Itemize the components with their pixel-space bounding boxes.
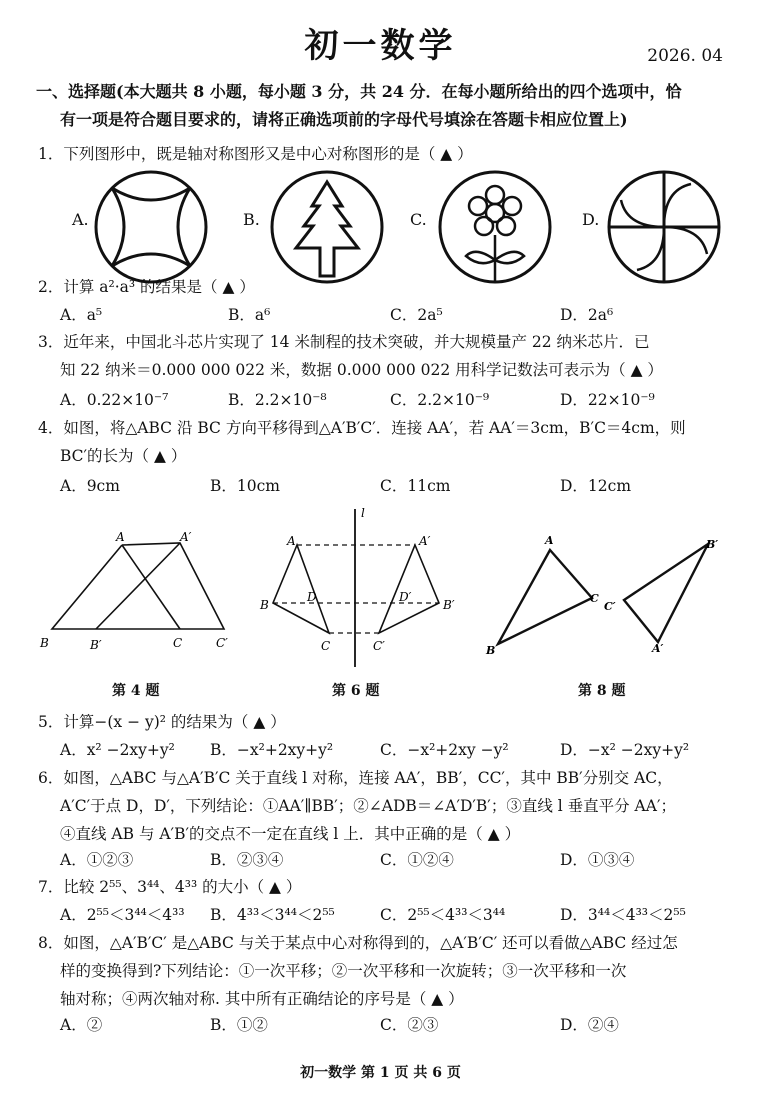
q6-option-a: A．①②③ xyxy=(60,851,134,869)
question-6 xyxy=(38,764,718,848)
fig8-label-a: A xyxy=(545,534,554,547)
fig8-label-a-prime: A′ xyxy=(652,642,664,655)
fig8-label-c-prime: C′ xyxy=(604,600,616,613)
fig4-label-b: B xyxy=(40,636,49,650)
question-7 xyxy=(38,873,718,901)
question-2-stem: 2．计算 a²·a³ 的结果是（ ▲ ） xyxy=(38,278,255,296)
q1-option-d-label: D. xyxy=(582,210,600,229)
fig6-label-a-prime: A′ xyxy=(419,534,431,548)
figure-8-caption: 第 8 题 xyxy=(578,683,626,699)
q7-option-d: D．3⁴⁴＜4³³＜2⁵⁵ xyxy=(560,906,686,924)
q7-option-c: C．2⁵⁵＜4³³＜3⁴⁴ xyxy=(380,906,506,924)
q7-option-b: B．4³³＜3⁴⁴＜2⁵⁵ xyxy=(210,906,335,924)
figure-6-caption: 第 6 题 xyxy=(332,683,380,699)
question-1-stem: 1．下列图形中，既是轴对称图形又是中心对称图形的是（ ▲ ） xyxy=(38,145,473,163)
q1-figure-b xyxy=(268,168,386,286)
fig6-label-a: A xyxy=(287,534,296,548)
q6-option-d: D．①③④ xyxy=(560,851,635,869)
fig8-label-c: C xyxy=(590,592,599,605)
q6-option-c: C．①②④ xyxy=(380,851,454,869)
question-6-stem-line2: A′C′于点 D，D′，下列结论：①AA′∥BB′；②∠ADB＝∠A′D′B′；③直线 l 垂直平分 AA′； xyxy=(60,797,676,815)
question-1 xyxy=(38,140,718,168)
question-5-stem: 5．计算−(x − y)² 的结果为（ ▲ ） xyxy=(38,713,286,731)
question-6-stem-line3: ④直线 AB 与 A′B′的交点不一定在直线 l 上．其中正确的是（ ▲ ） xyxy=(60,825,521,843)
page-footer: 初一数学 第 1 页 共 6 页 xyxy=(300,1065,461,1081)
q1-option-a-label: A. xyxy=(72,210,89,229)
q4-option-d: D．12cm xyxy=(560,477,632,495)
q3-option-d: D．22×10⁻⁹ xyxy=(560,391,655,409)
question-8-stem-line1: 8．如图，△A′B′C′ 是△ABC 与关于某点中心对称得到的，△A′B′C′ 还可以看做△ABC 经过怎 xyxy=(38,934,678,952)
fig4-label-b-prime: B′ xyxy=(90,638,102,652)
fig6-label-d-prime: D′ xyxy=(399,590,412,604)
question-5-options xyxy=(60,738,720,764)
figure-8 xyxy=(480,530,725,660)
q2-option-b: B．a⁶ xyxy=(228,306,271,324)
q1-option-b-label: B. xyxy=(243,210,260,229)
q5-option-c: C．−x²+2xy −y² xyxy=(380,741,509,759)
fig4-label-a: A xyxy=(116,530,125,544)
q1-figure-d xyxy=(605,168,723,286)
q7-option-a: A．2⁵⁵＜3⁴⁴＜4³³ xyxy=(60,906,185,924)
q3-option-c: C．2.2×10⁻⁹ xyxy=(390,391,490,409)
question-7-stem: 7．比较 2⁵⁵、3⁴⁴、4³³ 的大小（ ▲ ） xyxy=(38,878,302,896)
page-title: 初一数学 xyxy=(304,26,457,66)
question-2 xyxy=(38,273,718,301)
question-6-options xyxy=(60,848,720,874)
fig4-label-c: C xyxy=(173,636,183,650)
fig8-label-b: B xyxy=(486,644,496,657)
q2-option-a: A．a⁵ xyxy=(60,306,103,324)
question-3-stem-line1: 3．近年来，中国北斗芯片实现了 14 米制程的技术突破，并大规模量产 22 纳米芯片．已 xyxy=(38,333,650,351)
question-4-stem-line2: BC′的长为（ ▲ ） xyxy=(60,447,187,465)
exam-date: 2026. 04 xyxy=(647,46,723,66)
fig4-label-c-prime: C′ xyxy=(216,636,228,650)
section-heading-line2: 有一项是符合题目要求的，请将正确选项前的字母代号填涂在答题卡相应位置上) xyxy=(60,110,628,129)
q2-option-d: D．2a⁶ xyxy=(560,306,614,324)
section-heading xyxy=(36,78,726,134)
question-6-stem-line1: 6．如图，△ABC 与△A′B′C 关于直线 l 对称，连接 AA′，BB′，CC′，其中 BB′分别交 AC， xyxy=(38,769,673,787)
question-3-stem-line2: 知 22 纳米＝0.000 000 022 米，数据 0.000 000 022 用科学记数法可表示为（ ▲ ） xyxy=(60,361,663,379)
q1-figure-c xyxy=(436,168,554,286)
q8-option-d: D．②④ xyxy=(560,1016,619,1034)
q1-option-c-label: C. xyxy=(410,210,427,229)
q4-option-a: A．9cm xyxy=(60,477,120,495)
q5-option-a: A．x² −2xy+y² xyxy=(60,741,175,759)
question-8-stem-line3: 轴对称；④两次轴对称. 其中所有正确结论的序号是（ ▲ ） xyxy=(60,990,464,1008)
fig4-label-a-prime: A′ xyxy=(180,530,192,544)
question-8-stem-line2: 样的变换得到?下列结论：①一次平移；②一次平移和一次旋转；③一次平移和一次 xyxy=(60,962,627,980)
fig8-label-b-prime: B′ xyxy=(706,538,719,551)
question-8 xyxy=(38,929,718,1013)
figure-4 xyxy=(30,525,250,660)
q3-option-a: A．0.22×10⁻⁷ xyxy=(60,391,169,409)
question-4 xyxy=(38,414,718,470)
q1-figure-a xyxy=(92,168,210,286)
figure-4-caption: 第 4 题 xyxy=(112,683,160,699)
fig6-label-b: B xyxy=(260,598,269,612)
fig6-label-b-prime: B′ xyxy=(443,598,455,612)
question-8-options xyxy=(60,1013,720,1039)
q8-option-b: B．①② xyxy=(210,1016,268,1034)
fig6-label-c: C xyxy=(321,639,331,653)
question-3 xyxy=(38,328,718,384)
question-7-options xyxy=(60,903,720,929)
q2-option-c: C．2a⁵ xyxy=(390,306,443,324)
question-2-options xyxy=(60,303,720,329)
fig6-label-l: l xyxy=(361,506,365,520)
q5-option-d: D．−x² −2xy+y² xyxy=(560,741,690,759)
q3-option-b: B．2.2×10⁻⁸ xyxy=(228,391,327,409)
question-4-options xyxy=(60,474,720,500)
q5-option-b: B．−x²+2xy+y² xyxy=(210,741,334,759)
question-4-stem-line1: 4．如图，将△ABC 沿 BC 方向平移得到△A′B′C′．连接 AA′，若 AA′＝3cm，B′C＝4cm，则 xyxy=(38,419,686,437)
q8-option-c: C．②③ xyxy=(380,1016,439,1034)
fig6-label-d: D xyxy=(307,590,317,604)
figure-6 xyxy=(255,505,465,670)
q6-option-b: B．②③④ xyxy=(210,851,284,869)
q4-option-b: B．10cm xyxy=(210,477,280,495)
question-5 xyxy=(38,708,718,736)
question-3-options xyxy=(60,388,720,414)
section-heading-line1: 一、选择题(本大题共 8 小题，每小题 3 分，共 24 分．在每小题所给出的四个选项中，恰 xyxy=(36,82,682,101)
q8-option-a: A．② xyxy=(60,1016,103,1034)
q4-option-c: C．11cm xyxy=(380,477,451,495)
fig6-label-c-prime: C′ xyxy=(373,639,385,653)
